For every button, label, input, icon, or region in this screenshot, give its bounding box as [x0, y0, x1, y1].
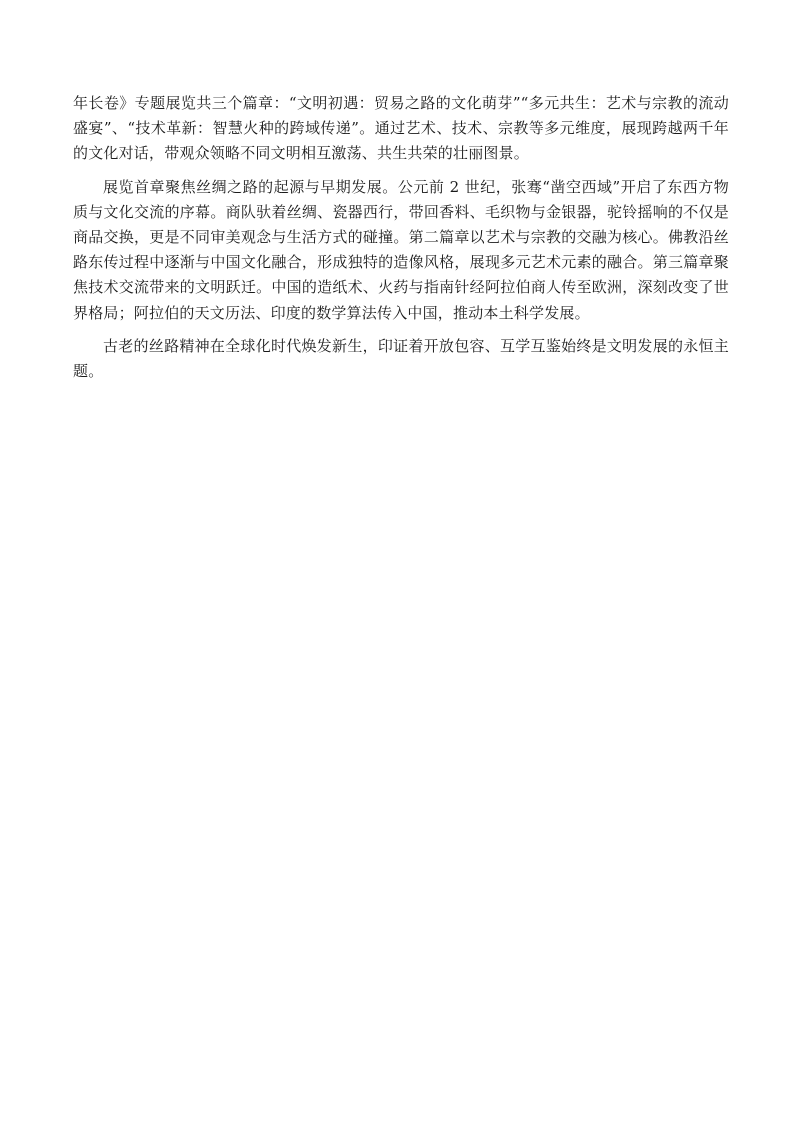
paragraph-1: 年长卷》专题展览共三个篇章：“文明初遇：贸易之路的文化萌芽”“多元共生：艺术与宗教的流动盛宴”、“技术革新：智慧火种的跨域传递”。通过艺术、技术、宗教等多元维度，展现跨越两千年的文化对话，带观众领略不同文明相互激荡、共生共荣的壮丽图景。	[73, 94, 729, 163]
body-text	[73, 91, 729, 392]
paragraph-3: 古老的丝路精神在全球化时代焕发新生，印证着开放包容、互学互鉴始终是文明发展的永恒主题。	[73, 336, 729, 381]
paragraph-2: 展览首章聚焦丝绸之路的起源与早期发展。公元前 2 世纪，张骞“凿空西域”开启了东西方物质与文化交流的序幕。商队驮着丝绸、瓷器西行，带回香料、毛织物与金银器，驼铃摇响的不仅是商品交换，更是不同审美观念与生活方式的碰撞。第二篇章以艺术与宗教的交融为核心。佛教沿丝路东传过程中逐渐与中国文化融合，形成独特的造像风格，展现多元艺术元素的融合。第三篇章聚焦技术交流带来的文明跃迁。中国的造纸术、火药与指南针经阿拉伯商人传至欧洲，深刻改变了世界格局；阿拉伯的天文历法、印度的数学算法传入中国，推动本土科学发展。	[73, 177, 729, 322]
